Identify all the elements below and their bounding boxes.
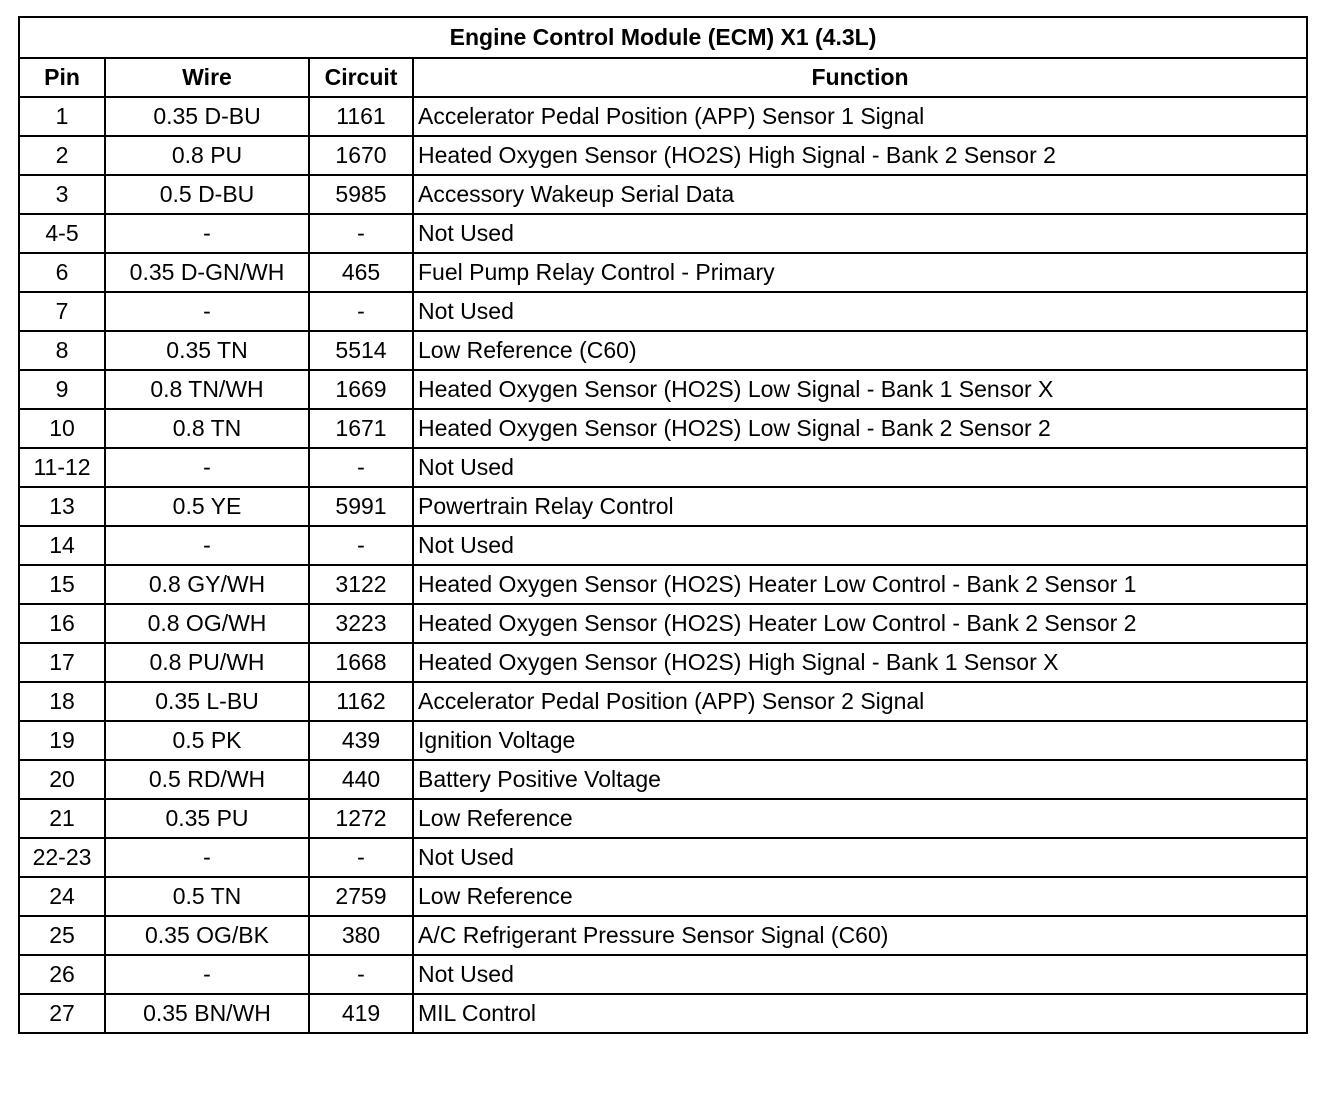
circuit-cell: 5514 bbox=[309, 331, 413, 370]
function-cell: Heated Oxygen Sensor (HO2S) Low Signal - Bank 2 Sensor 2 bbox=[413, 409, 1307, 448]
circuit-cell: - bbox=[309, 526, 413, 565]
table-row bbox=[19, 799, 1307, 838]
pin-cell: 15 bbox=[19, 565, 105, 604]
function-cell: Heated Oxygen Sensor (HO2S) High Signal - Bank 2 Sensor 2 bbox=[413, 136, 1307, 175]
table-title: Engine Control Module (ECM) X1 (4.3L) bbox=[19, 17, 1307, 58]
pin-cell: 27 bbox=[19, 994, 105, 1033]
ecm-pinout-table bbox=[18, 16, 1308, 1034]
pin-cell: 24 bbox=[19, 877, 105, 916]
pin-cell: 22-23 bbox=[19, 838, 105, 877]
header-wire: Wire bbox=[105, 58, 309, 97]
function-cell: Heated Oxygen Sensor (HO2S) Heater Low Control - Bank 2 Sensor 1 bbox=[413, 565, 1307, 604]
function-cell: Powertrain Relay Control bbox=[413, 487, 1307, 526]
function-cell: Low Reference (C60) bbox=[413, 331, 1307, 370]
function-cell: Not Used bbox=[413, 214, 1307, 253]
circuit-cell: 1161 bbox=[309, 97, 413, 136]
circuit-cell: 1272 bbox=[309, 799, 413, 838]
table-row bbox=[19, 916, 1307, 955]
header-circuit: Circuit bbox=[309, 58, 413, 97]
circuit-cell: - bbox=[309, 448, 413, 487]
pin-cell: 25 bbox=[19, 916, 105, 955]
table-row bbox=[19, 214, 1307, 253]
pin-cell: 14 bbox=[19, 526, 105, 565]
pin-cell: 16 bbox=[19, 604, 105, 643]
pin-cell: 9 bbox=[19, 370, 105, 409]
pin-cell: 8 bbox=[19, 331, 105, 370]
function-cell: Fuel Pump Relay Control - Primary bbox=[413, 253, 1307, 292]
circuit-cell: - bbox=[309, 955, 413, 994]
wire-cell: - bbox=[105, 526, 309, 565]
function-cell: Not Used bbox=[413, 838, 1307, 877]
table-row bbox=[19, 604, 1307, 643]
function-cell: Heated Oxygen Sensor (HO2S) Heater Low Control - Bank 2 Sensor 2 bbox=[413, 604, 1307, 643]
pin-cell: 7 bbox=[19, 292, 105, 331]
header-row bbox=[19, 58, 1307, 97]
pin-cell: 19 bbox=[19, 721, 105, 760]
pin-cell: 3 bbox=[19, 175, 105, 214]
pin-cell: 10 bbox=[19, 409, 105, 448]
function-cell: Battery Positive Voltage bbox=[413, 760, 1307, 799]
wire-cell: 0.5 RD/WH bbox=[105, 760, 309, 799]
function-cell: Low Reference bbox=[413, 877, 1307, 916]
table-row bbox=[19, 175, 1307, 214]
wire-cell: 0.8 GY/WH bbox=[105, 565, 309, 604]
table-row bbox=[19, 760, 1307, 799]
pin-cell: 4-5 bbox=[19, 214, 105, 253]
table-row bbox=[19, 292, 1307, 331]
circuit-cell: 1670 bbox=[309, 136, 413, 175]
table-head bbox=[19, 17, 1307, 97]
wire-cell: 0.35 D-BU bbox=[105, 97, 309, 136]
circuit-cell: - bbox=[309, 838, 413, 877]
circuit-cell: - bbox=[309, 214, 413, 253]
table-body bbox=[19, 97, 1307, 1033]
circuit-cell: 1162 bbox=[309, 682, 413, 721]
wire-cell: 0.35 L-BU bbox=[105, 682, 309, 721]
wire-cell: 0.35 BN/WH bbox=[105, 994, 309, 1033]
function-cell: Not Used bbox=[413, 292, 1307, 331]
table-row bbox=[19, 721, 1307, 760]
circuit-cell: 1668 bbox=[309, 643, 413, 682]
circuit-cell: 419 bbox=[309, 994, 413, 1033]
wire-cell: 0.5 TN bbox=[105, 877, 309, 916]
circuit-cell: 439 bbox=[309, 721, 413, 760]
function-cell: A/C Refrigerant Pressure Sensor Signal (C60) bbox=[413, 916, 1307, 955]
wire-cell: - bbox=[105, 448, 309, 487]
circuit-cell: 465 bbox=[309, 253, 413, 292]
pin-cell: 2 bbox=[19, 136, 105, 175]
pin-cell: 17 bbox=[19, 643, 105, 682]
table-row bbox=[19, 409, 1307, 448]
function-cell: Low Reference bbox=[413, 799, 1307, 838]
wire-cell: - bbox=[105, 292, 309, 331]
circuit-cell: 1669 bbox=[309, 370, 413, 409]
wire-cell: 0.35 D-GN/WH bbox=[105, 253, 309, 292]
circuit-cell: 3122 bbox=[309, 565, 413, 604]
circuit-cell: 3223 bbox=[309, 604, 413, 643]
function-cell: Heated Oxygen Sensor (HO2S) High Signal - Bank 1 Sensor X bbox=[413, 643, 1307, 682]
function-cell: MIL Control bbox=[413, 994, 1307, 1033]
table-row bbox=[19, 682, 1307, 721]
pin-cell: 26 bbox=[19, 955, 105, 994]
wire-cell: 0.35 OG/BK bbox=[105, 916, 309, 955]
wire-cell: - bbox=[105, 838, 309, 877]
table-row bbox=[19, 994, 1307, 1033]
wire-cell: 0.8 TN/WH bbox=[105, 370, 309, 409]
function-cell: Heated Oxygen Sensor (HO2S) Low Signal - Bank 1 Sensor X bbox=[413, 370, 1307, 409]
table-row bbox=[19, 253, 1307, 292]
function-cell: Accelerator Pedal Position (APP) Sensor 2 Signal bbox=[413, 682, 1307, 721]
pin-cell: 6 bbox=[19, 253, 105, 292]
wire-cell: 0.5 PK bbox=[105, 721, 309, 760]
circuit-cell: 380 bbox=[309, 916, 413, 955]
wire-cell: 0.8 TN bbox=[105, 409, 309, 448]
pin-cell: 21 bbox=[19, 799, 105, 838]
circuit-cell: - bbox=[309, 292, 413, 331]
header-function: Function bbox=[413, 58, 1307, 97]
table-row bbox=[19, 97, 1307, 136]
pin-cell: 13 bbox=[19, 487, 105, 526]
circuit-cell: 5991 bbox=[309, 487, 413, 526]
wire-cell: - bbox=[105, 214, 309, 253]
header-pin: Pin bbox=[19, 58, 105, 97]
function-cell: Accelerator Pedal Position (APP) Sensor 1 Signal bbox=[413, 97, 1307, 136]
circuit-cell: 440 bbox=[309, 760, 413, 799]
table-row bbox=[19, 487, 1307, 526]
function-cell: Not Used bbox=[413, 448, 1307, 487]
table-row bbox=[19, 448, 1307, 487]
table-row bbox=[19, 526, 1307, 565]
wire-cell: 0.5 D-BU bbox=[105, 175, 309, 214]
wire-cell: 0.8 PU bbox=[105, 136, 309, 175]
table-row bbox=[19, 370, 1307, 409]
circuit-cell: 1671 bbox=[309, 409, 413, 448]
table-row bbox=[19, 838, 1307, 877]
pin-cell: 20 bbox=[19, 760, 105, 799]
circuit-cell: 2759 bbox=[309, 877, 413, 916]
wire-cell: 0.35 PU bbox=[105, 799, 309, 838]
table-row bbox=[19, 565, 1307, 604]
wire-cell: 0.8 OG/WH bbox=[105, 604, 309, 643]
function-cell: Not Used bbox=[413, 526, 1307, 565]
table-row bbox=[19, 955, 1307, 994]
pin-cell: 1 bbox=[19, 97, 105, 136]
table-row bbox=[19, 136, 1307, 175]
wire-cell: 0.5 YE bbox=[105, 487, 309, 526]
wire-cell: 0.35 TN bbox=[105, 331, 309, 370]
pin-cell: 18 bbox=[19, 682, 105, 721]
function-cell: Not Used bbox=[413, 955, 1307, 994]
function-cell: Ignition Voltage bbox=[413, 721, 1307, 760]
wire-cell: - bbox=[105, 955, 309, 994]
function-cell: Accessory Wakeup Serial Data bbox=[413, 175, 1307, 214]
wire-cell: 0.8 PU/WH bbox=[105, 643, 309, 682]
table-row bbox=[19, 877, 1307, 916]
table-row bbox=[19, 331, 1307, 370]
table-row bbox=[19, 643, 1307, 682]
circuit-cell: 5985 bbox=[309, 175, 413, 214]
title-row bbox=[19, 17, 1307, 58]
pin-cell: 11-12 bbox=[19, 448, 105, 487]
